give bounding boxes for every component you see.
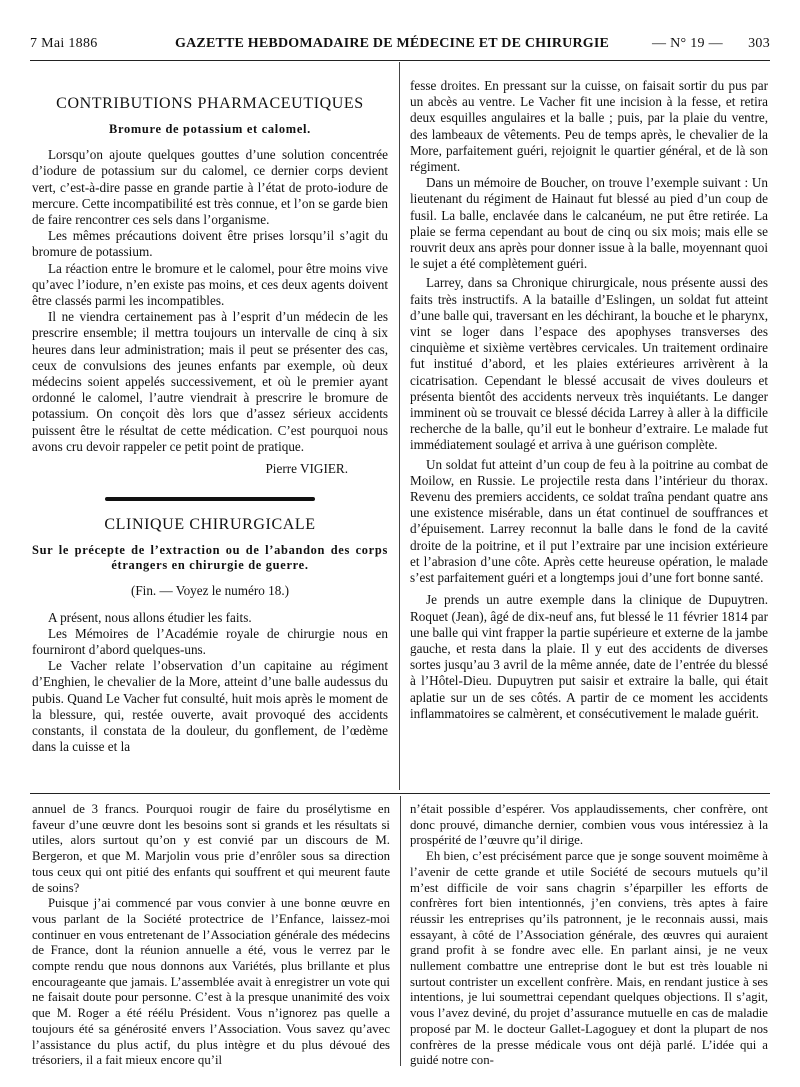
- section-separator: [105, 497, 315, 501]
- running-header: [30, 36, 770, 58]
- continuation-note: (Fin. — Voyez le numéro 18.): [130, 583, 290, 599]
- issue-date: 7 Mai 1886: [30, 36, 98, 51]
- paragraph: Les Mémoires de l’Académie royale de chirurgie nous en fourniront d’abord quelques-uns.: [32, 625, 388, 658]
- paragraph: Puisque j’ai commencé par vous convier à une bonne œuvre en vous parlant de la Société protectrice de l’Enfance, laissez-moi continuer en vous entretenant de l’Association générale des médecins de France, dont la réunion annuelle a été, vous le verrez par le compte rendu que nous donnons aux Variétés, plus brillante et plus encourageante que jamais. L’assemblée avait à enregistrer un vote qui ne faisait doute pour personne. C’est à la presque unanimité des voix que M. Roger a été réélu Président. Vous n’ignorez pas quelle a toujours été sa générosité envers l’Association. Vous savez qu’avec l’assistance du plus actif, du plus intègre et du plus dévoué des trésoriers, il a fait mieux encore qu’il: [32, 896, 390, 1068]
- page-number: 303: [748, 36, 770, 51]
- header-rule: [30, 60, 770, 61]
- paragraph: annuel de 3 francs. Pourquoi rougir de faire du prosélytisme en faveur d’une œuvre dont les besoins sont si grands et les résultats si utiles, alors surtout qu’on y est convié par un discours de M. Bergeron, et que M. Marjolin vous prie d’enrôler sous sa direction tous ceux qui ont pitié des enfants qui souffrent et qui meurent faute de soins?: [32, 802, 390, 895]
- paragraph: Larrey, dans sa Chronique chirurgicale, nous présente aussi des faits très instructifs. A la bataille d’Eslingen, un soldat fut atteint d’une balle qui, traversant en les déchirant, la bouche et le pharynx, vint se loger dans l’espace des apophyses transverses des cinquième et sixième vertèbres cervicales. Un traitement ordinaire fut institué d’abord, et les plaies extérieures arrivèrent à la cicatrisation. Cependant le blessé accusait de vives douleurs et présenta bientôt des accidents nerveux très inquiétants. Le danger imminent où se trouvait ce blessé décida Larrey à aller à la difficile recherche de la balle, qu’il eut le bonheur d’extraire. Le malade fut immédiatement soulagé et arriva à une guérison complète.: [410, 275, 768, 453]
- section-title-pharmaceutiques: CONTRIBUTIONS PHARMACEUTIQUES: [56, 95, 364, 112]
- paragraph: fesse droites. En pressant sur la cuisse, on faisait sortir du pus par un abcès au ventre. Le Vacher fit une incision à la fesse, et retira deux esquilles angulaires et la balle ; puis, par la plaie du ventre, des lambeaux de vêtements. Peu de temps après, le chevalier de la More, parfaitement guéri, rejoignit le quartier général, et de là son régiment.: [410, 78, 768, 175]
- paragraph: Lorsqu’on ajoute quelques gouttes d’une solution concentrée d’iodure de potassium sur du calomel, ce dernier corps devient vert, c’est-à-dire passe en grande partie à l’état de proto-iodure de mercure. Cette incompatibilité est très connue, et l’on se garde bien de faire rencontrer ces sels dans l’organisme.: [32, 147, 388, 228]
- paragraph: La réaction entre le bromure et le calomel, pour être moins vive qu’avec l’iodure, n’en existe pas moins, et ces deux agents doivent être classés parmi les incompatibles.: [32, 260, 388, 309]
- feuilleton-left-column: [32, 802, 390, 1069]
- paragraph: Je prends un autre exemple dans la clinique de Dupuytren. Roquet (Jean), âgé de dix-neuf ans, fut blessé le 11 février 1814 par une balle qui vint frapper la partie supérieure et externe de la jambe gauche, et resta dans la plaie. Il y eut des accidents de diverses sortes jusqu’au 3 avril de la même année, date de l’entrée du blessé à l’Hôtel-Dieu. Dupuytren put saisir et extraire la balle, qui était aplatie sur un de ses côtés. A partir de ce moment les accidents inflammatoires se calmèrent, et consécutivement le malade guérit.: [410, 592, 768, 721]
- journal-title: GAZETTE HEBDOMADAIRE DE MÉDECINE ET DE CHIRURGIE: [175, 36, 610, 51]
- right-column: [410, 78, 768, 722]
- left-column: [32, 80, 388, 756]
- section-title-clinique: CLINIQUE CHIRURGICALE: [104, 516, 316, 534]
- paragraph: A présent, nous allons étudier les faits.: [48, 609, 252, 625]
- paragraph: Eh bien, c’est précisément parce que je songe souvent moimême à l’avenir de cette grande et utile Société de secours mutuels qu’il m’est difficile de voir sans chagrin s’éparpiller les efforts de confrères fort bien intentionnés, j’en conviens, très aptes à faire réussir les entreprises qu’ils patronnent, je le reconnais aussi, mais essayant, à côté de l’Association générale, des œuvres qui auraient grand profit à se fondre avec elle. En parlant ainsi, je ne veux nullement combattre une entreprise dont le but est très louable ni surtout contrister un excellent confrère. Mais, en rendant justice à ses intentions, je lui soumettrai cependant quelques objections. Il s’agit, vous l’avez deviné, du projet d’assurance mutuelle en cas de maladie proposé par M. le docteur Gallet-Lagoguey et dont la plupart de nos confrères de la presse médicale vous ont déjà parlé. L’idée qui a guidé notre con-: [410, 849, 768, 1068]
- paragraph: Un soldat fut atteint d’un coup de feu à la poitrine au combat de Moilow, en Russie. Le projectile resta dans l’intérieur du thorax. Revenu des premiers accidents, ce soldat traîna pendant quatre ans une existence misérable, dans un état continuel de souffrances et d’épuisement. Larrey reconnut la balle dans le fond de la cavité droite de la poitrine, et il put l’extraire par une incision extérieure et l’abrasion d’une côte. Après cette heureuse opération, le malade s’est parfaitement guéri et a longtemps joui d’une fort bonne santé.: [410, 456, 768, 586]
- author-signature: Pierre VIGIER.: [265, 461, 348, 477]
- feuilleton-right-column: [410, 802, 768, 1069]
- section-subtitle-bromure: Bromure de potassium et calomel.: [109, 122, 311, 137]
- issue-number: — N° 19 —: [652, 36, 723, 51]
- paragraph: Dans un mémoire de Boucher, on trouve l’exemple suivant : Un lieutenant du régiment de Hainaut fut blessé au pied d’un coup de fusil. La balle, enclavée dans le calcanéum, ne put être retirée. La plaie se ferma cependant au bout de cinq ou six mois; mais elle se rouvrit deux ans après pour donner issue à la balle, moyennant quoi le sujet a été complètement guéri.: [410, 175, 768, 272]
- column-divider: [399, 62, 400, 790]
- paragraph: n’était possible d’espérer. Vos applaudissements, cher confrère, ont donc prouvé, dimanche dernier, combien vous vous intéressiez à la prospérité de l’œuvre qu’il dirige.: [410, 802, 768, 848]
- feuilleton-rule: [30, 793, 770, 794]
- section-subtitle-corps-etrangers: Sur le précepte de l’extraction ou de l’abandon des corps étrangers en chirurgie de guerre.: [32, 543, 388, 573]
- feuilleton-column-divider: [400, 796, 401, 1066]
- paragraph: Le Vacher relate l’observation d’un capitaine au régiment d’Enghien, le chevalier de la More, atteint d’une balle audessus du pubis. Quand Le Vacher fut consulté, huit mois après le moment de la blessure, qui, restée ouverte, avait provoqué des accidents constants, il constata de la douleur, du gonflement, de l’œdème dans la cuisse et la: [32, 658, 388, 755]
- paragraph: Les mêmes précautions doivent être prises lorsqu’il s’agit du bromure de potassium.: [32, 228, 388, 260]
- paragraph: Il ne viendra certainement pas à l’esprit d’un médecin de les prescrire ensemble; il mettra toujours un intervalle de cinq à six heures dans leur administration; mais il peut se présenter des cas, ceux de convulsions des jeunes enfants par exemple, où deux médecins soient appelés successivement, et où le premier ayant ordonné le calomel, l’autre viendrait à prescrire le bromure de potassium. On conçoit dès lors que d’assez sérieux accidents puissent être le résultat de cette médication. C’est pourquoi nous avons cru devoir rappeler ce petit point de pratique.: [32, 309, 388, 454]
